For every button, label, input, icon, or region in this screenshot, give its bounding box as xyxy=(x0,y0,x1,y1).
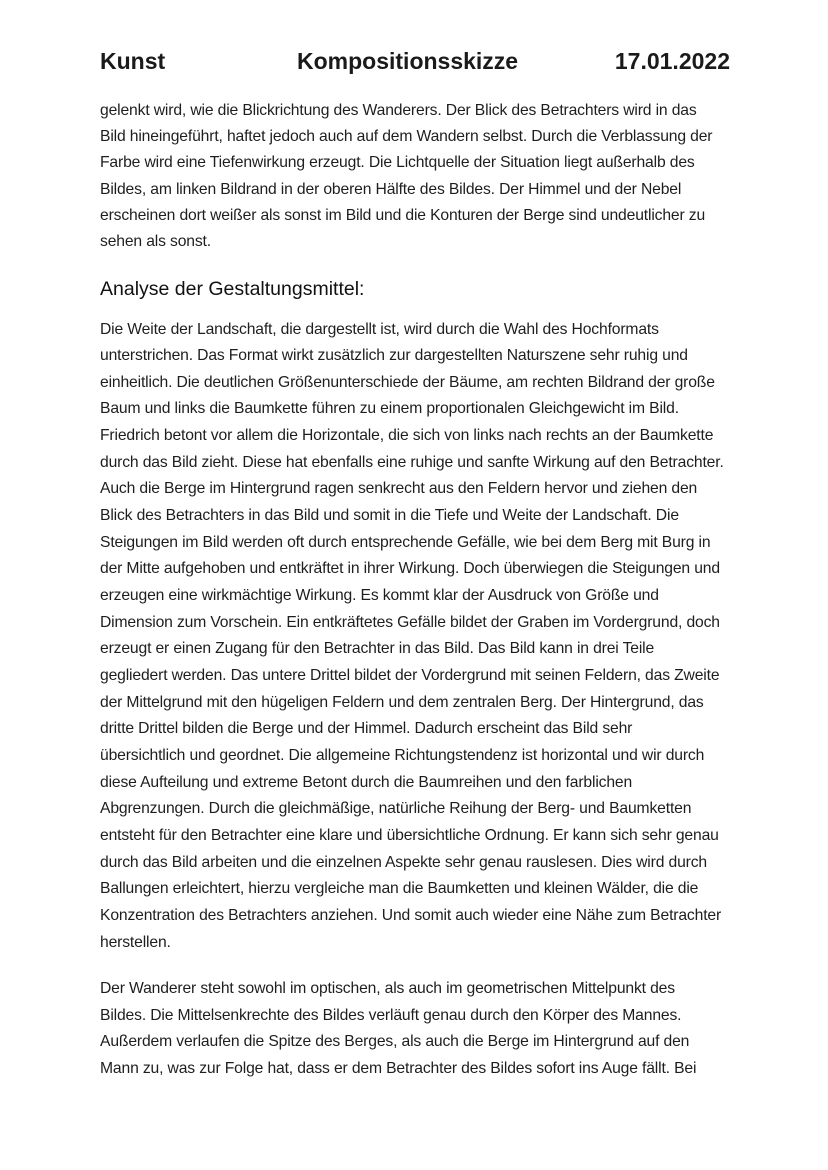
intro-line: Bildes, am linken Bildrand in der oberen Hälfte des Bildes. Der Himmel und der Nebel xyxy=(100,181,682,198)
analysis-line: Die Weite der Landschaft, die dargestellt ist, wird durch die Wahl des Hochformats xyxy=(100,321,659,338)
section-heading: Analyse der Gestaltungsmittel: xyxy=(100,278,365,300)
analysis-line: diese Aufteilung und extreme Betont durch die Baumreihen und den farblichen xyxy=(100,774,633,791)
analysis-line: gegliedert werden. Das untere Drittel bildet der Vordergrund mit seinen Feldern, das Zweite xyxy=(100,667,720,684)
analysis-line: durch das Bild arbeiten und die einzelnen Aspekte sehr genau rauslesen. Dies wird durch xyxy=(100,854,707,871)
closing-line: Mann zu, was zur Folge hat, dass er dem Betrachter des Bildes sofort ins Auge fällt. Bei xyxy=(100,1060,697,1077)
analysis-line: Baum und links die Baumkette führen zu einem proportionalen Gleichgewicht im Bild. xyxy=(100,400,679,417)
page-header xyxy=(100,48,730,84)
analysis-line: einheitlich. Die deutlichen Größenunterschiede der Bäume, am rechten Bildrand der große xyxy=(100,374,715,391)
analysis-line: unterstrichen. Das Format wirkt zusätzlich zur dargestellten Naturszene sehr ruhig und xyxy=(100,347,688,364)
header-title: Kompositionsskizze xyxy=(297,48,519,74)
analysis-line: Blick des Betrachters in das Bild und somit in die Tiefe und Weite der Landschaft. Die xyxy=(100,507,679,524)
analysis-line: Konzentration des Betrachters anziehen. Und somit auch wieder eine Nähe zum Betrachter xyxy=(100,907,722,924)
analysis-line: übersichtlich und geordnet. Die allgemeine Richtungstendenz ist horizontal und wir durch xyxy=(100,747,705,764)
analysis-line: erzeugt er einen Zugang für den Betrachter in das Bild. Das Bild kann in drei Teile xyxy=(100,640,655,657)
analysis-line: Ballungen erleichtert, hierzu vergleiche man die Baumketten und kleinen Wälder, die die xyxy=(100,880,699,897)
intro-line: gelenkt wird, wie die Blickrichtung des Wanderers. Der Blick des Betrachters wird in das xyxy=(100,102,697,119)
analysis-line: Dimension zum Vorschein. Ein entkräftetes Gefälle bildet der Graben im Vordergrund, doch xyxy=(100,614,720,631)
analysis-line: entsteht für den Betrachter eine klare und übersichtliche Ordnung. Er kann sich sehr genau xyxy=(100,827,719,844)
analysis-line: der Mitte aufgehoben und entkräftet in ihrer Wirkung. Doch überwiegen die Steigungen und xyxy=(100,560,720,577)
analysis-line: Auch die Berge im Hintergrund ragen senkrecht aus den Feldern hervor und ziehen den xyxy=(100,480,698,497)
analysis-line: durch das Bild zieht. Diese hat ebenfalls eine ruhige und sanfte Wirkung auf den Betrachter. xyxy=(100,454,724,471)
analysis-line: Friedrich betont vor allem die Horizontale, die sich von links nach rechts an der Baumkette xyxy=(100,427,714,444)
analysis-line: Steigungen im Bild werden oft durch entsprechende Gefälle, wie bei dem Berg mit Burg in xyxy=(100,534,711,551)
intro-line: erscheinen dort weißer als sonst im Bild und die Konturen der Berge sind undeutlicher zu xyxy=(100,207,706,224)
intro-line: sehen als sonst. xyxy=(100,233,211,250)
analysis-line: dritte Drittel bilden die Berge und der Himmel. Dadurch erscheint das Bild sehr xyxy=(100,720,633,737)
header-subject: Kunst xyxy=(100,48,166,74)
analysis-line: Abgrenzungen. Durch die gleichmäßige, natürliche Reihung der Berg- und Baumketten xyxy=(100,800,692,817)
intro-line: Bild hineingeführt, haftet jedoch auch auf dem Wandern selbst. Durch die Verblassung der xyxy=(100,128,713,145)
header-date: 17.01.2022 xyxy=(614,48,730,74)
analysis-line: der Mittelgrund mit den hügeligen Feldern und dem zentralen Berg. Der Hintergrund, das xyxy=(100,694,704,711)
analysis-line: erzeugen eine wirkmächtige Wirkung. Es kommt klar der Ausdruck von Größe und xyxy=(100,587,659,604)
intro-line: Farbe wird eine Tiefenwirkung erzeugt. Die Lichtquelle der Situation liegt außerhalb des xyxy=(100,154,695,171)
closing-line: Der Wanderer steht sowohl im optischen, als auch im geometrischen Mittelpunkt des xyxy=(100,980,675,997)
closing-line: Bildes. Die Mittelsenkrechte des Bildes verläuft genau durch den Körper des Mannes. xyxy=(100,1007,682,1024)
analysis-line: herstellen. xyxy=(100,934,171,951)
closing-line: Außerdem verlaufen die Spitze des Berges, als auch die Berge im Hintergrund auf den xyxy=(100,1033,690,1050)
